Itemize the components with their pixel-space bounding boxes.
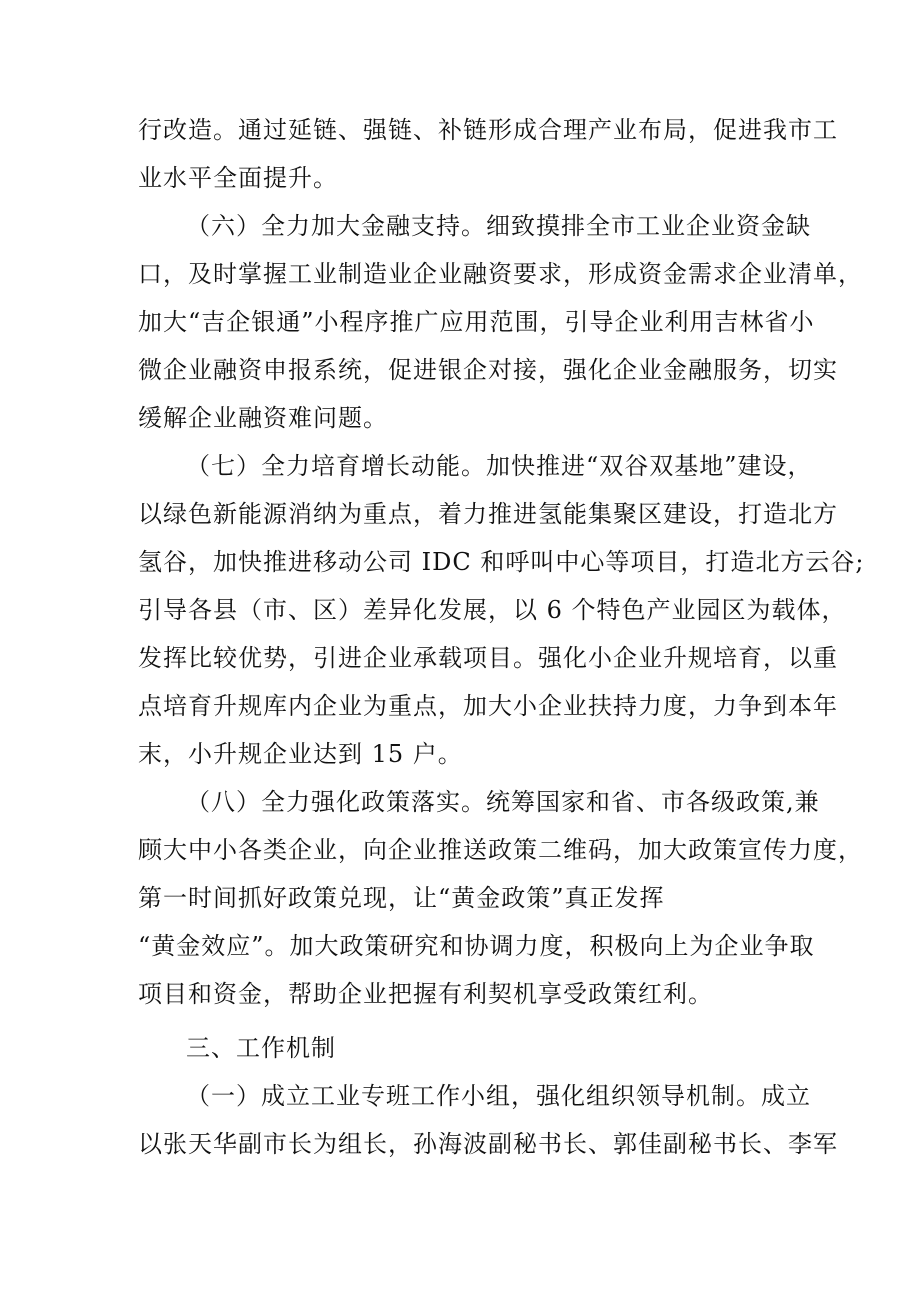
text-line: 末，小升规企业达到 15 户。 (138, 740, 463, 768)
text-line: 以张天华副市长为组长，孙海波副秘书长、郭佳副秘书长、李军 (138, 1130, 838, 1158)
section-heading: 三、工作机制 (186, 1034, 336, 1062)
text-line: 微企业融资申报系统，促进银企对接，强化企业金融服务，切实 (138, 356, 838, 384)
text-line: 氢谷，加快推进移动公司 IDC 和呼叫中心等项目，打造北方云谷; (138, 548, 865, 576)
text-line: 点培育升规库内企业为重点，加大小企业扶持力度，力争到本年 (138, 692, 838, 720)
paragraph-start-line: （八）全力强化政策落实。统筹国家和省、市各级政策,兼 (186, 788, 820, 816)
text-line: 项目和资金，帮助企业把握有利契机享受政策红利。 (138, 980, 713, 1008)
text-line: 发挥比较优势，引进企业承载项目。强化小企业升规培育，以重 (138, 644, 838, 672)
paragraph-start-line: （一）成立工业专班工作小组，强化组织领导机制。成立 (186, 1082, 811, 1110)
text-line: 口，及时掌握工业制造业企业融资要求，形成资金需求企业清单， (138, 260, 863, 288)
paragraph-start-line: （七）全力培育增长动能。加快推进“双谷双基地”建设， (186, 452, 813, 480)
text-line: 引导各县（市、区）差异化发展，以 6 个特色产业园区为载体， (138, 596, 847, 624)
paragraph-start-line: （六）全力加大金融支持。细致摸排全市工业企业资金缺 (186, 212, 811, 240)
text-line: 以绿色新能源消纳为重点，着力推进氢能集聚区建设，打造北方 (138, 500, 838, 528)
text-line: 行改造。通过延链、强链、补链形成合理产业布局，促进我市工 (138, 116, 838, 144)
text-line: “黄金效应”。加大政策研究和协调力度，积极向上为企业争取 (138, 932, 815, 960)
text-line: 顾大中小各类企业，向企业推送政策二维码，加大政策宣传力度， (138, 836, 863, 864)
text-line: 业水平全面提升。 (138, 164, 338, 192)
text-line: 第一时间抓好政策兑现，让“黄金政策”真正发挥 (138, 884, 665, 912)
text-line: 缓解企业融资难问题。 (138, 404, 388, 432)
text-line: 加大“吉企银通”小程序推广应用范围，引导企业利用吉林省小 (138, 308, 815, 336)
